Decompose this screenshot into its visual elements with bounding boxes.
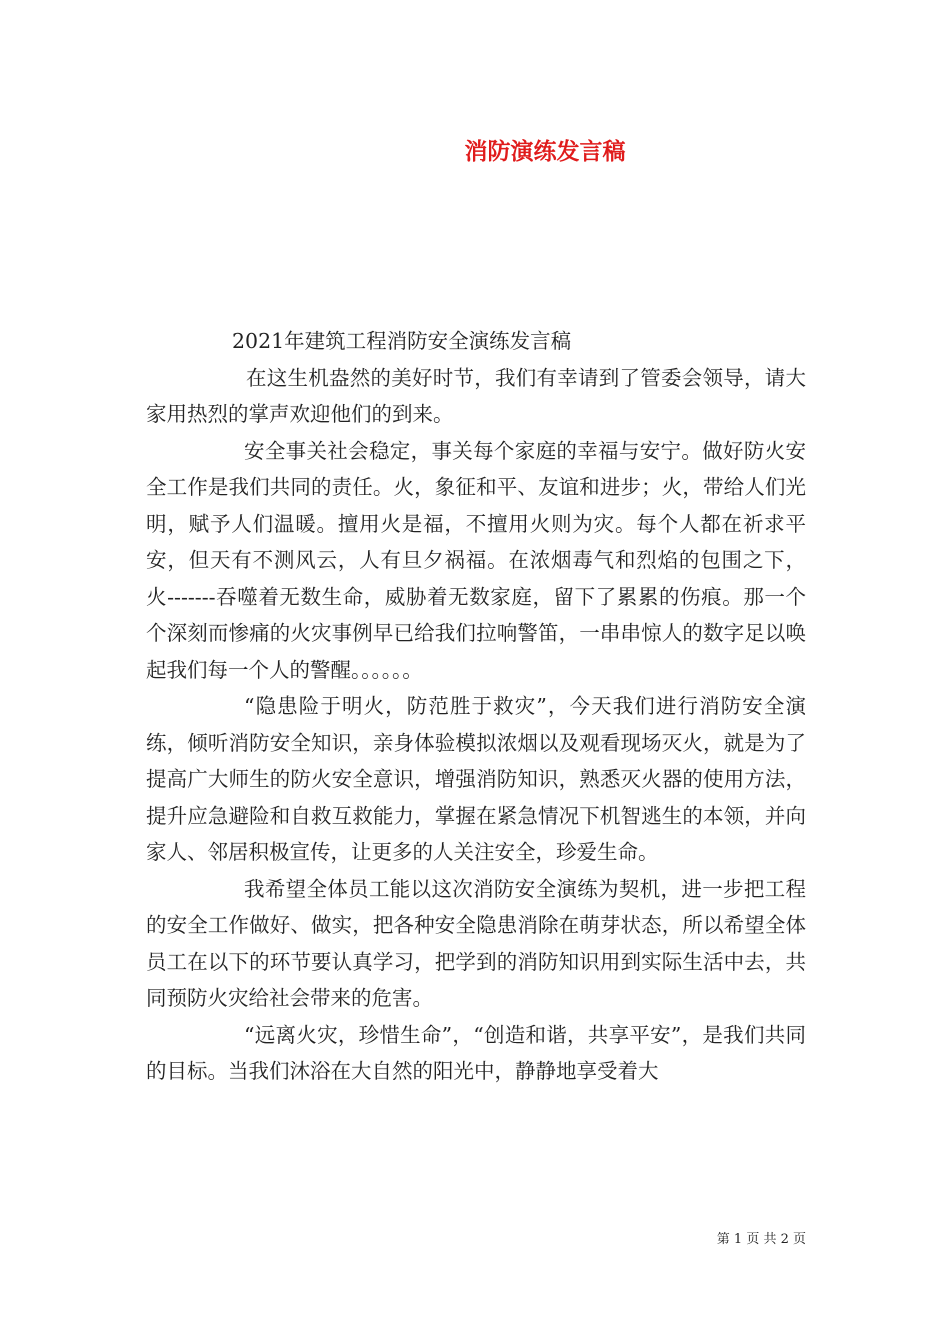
page-number-footer: 第 1 页 共 2 页 (716, 1232, 806, 1247)
document-body (146, 323, 806, 1090)
paragraph-drill: “隐患险于明火，防范胜于救灾”，今天我们进行消防安全演练，倾听消防安全知识，亲身体验模拟浓烟以及观看现场灭火，就是为了提高广大师生的防火安全意识，增强消防知识，熟悉灭火器的使用方法，提升应急避险和自救互救能力，掌握在紧急情况下机智逃生的本领，并向家人、邻居积极宣传，让更多的人关注安全，珍爱生命。 (146, 694, 806, 864)
document-title: 消防演练发言稿 (464, 138, 626, 165)
document-subtitle: 2021年建筑工程消防安全演练发言稿 (232, 329, 572, 353)
paragraph-goal: “远离火灾，珍惜生命”，“创造和谐，共享平安”，是我们共同的目标。当我们沐浴在大自然的阳光中，静静地享受着大 (146, 1022, 806, 1083)
paragraph-welcome: 在这生机盎然的美好时节，我们有幸请到了管委会领导，请大家用热烈的掌声欢迎他们的到来。 (146, 365, 806, 426)
paragraph-hope: 我希望全体员工能以这次消防安全演练为契机，进一步把工程的安全工作做好、做实，把各种安全隐患消除在萌芽状态，所以希望全体员工在以下的环节要认真学习，把学到的消防知识用到实际生活中去，共同预防火灾给社会带来的危害。 (146, 876, 806, 1010)
paragraph-safety: 安全事关社会稳定，事关每个家庭的幸福与安宁。做好防火安全工作是我们共同的责任。火，象征和平、友谊和进步；火，带给人们光明，赋予人们温暖。擅用火是福，不擅用火则为灾。每个人都在祈求平安，但天有不测风云，人有旦夕祸福。在浓烟毒气和烈焰的包围之下，火-------吞噬着无数生命，威胁着无数家庭，留下了累累的伤痕。那一个个深刻而惨痛的火灾事例早已给我们拉响警笛，一串串惊人的数字足以唤起我们每一个人的警醒。。。。。。 (146, 438, 806, 682)
